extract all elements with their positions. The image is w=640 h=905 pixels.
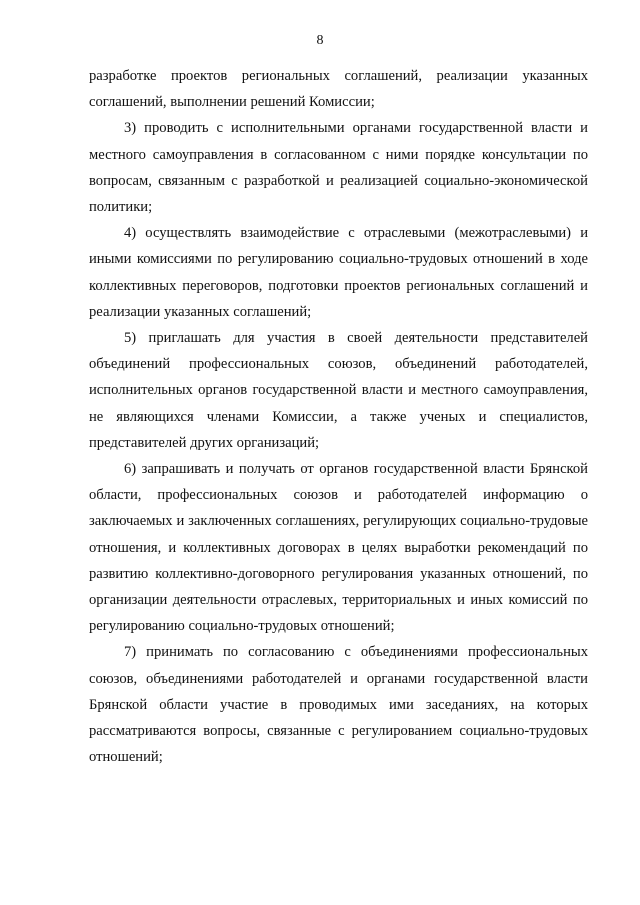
paragraph-item-3: 3) проводить с исполнительными органами государственной власти и местного самоуправления в согласованном с ними порядке консультации по вопросам, связанным с разработкой и реализацией социально-экономической политики; xyxy=(89,120,588,216)
page-number: 8 xyxy=(316,33,324,48)
paragraph-item-6: 6) запрашивать и получать от органов государственной власти Брянской области, профессиональных союзов и работодателей информацию о заключаемых и заключенных соглашениях, регулирующих социально-трудовые отношения, и коллективных договорах в целях выработки рекомендаций по развитию коллективно-договорного регулирования указанных отношений, по организации деятельности отраслевых, территориальных и иных комиссий по регулированию социально-трудовых отношений; xyxy=(89,461,588,635)
paragraph-item-4: 4) осуществлять взаимодействие с отраслевыми (межотраслевыми) и иными комиссиями по регулированию социально-трудовых отношений в ходе коллективных переговоров, подготовки проектов региональных соглашений и реализации указанных соглашений; xyxy=(89,225,588,320)
paragraph-continuation: разработке проектов региональных соглашений, реализации указанных соглашений, выполнении решений Комиссии; xyxy=(89,68,588,111)
document-body xyxy=(89,63,588,770)
paragraph-item-5: 5) приглашать для участия в своей деятельности представителей объединений профессиональных союзов, объединений работодателей, исполнительных органов государственной власти и местного самоуправления, не являющихся членами Комиссии, а также ученых и специалистов, представителей других организаций; xyxy=(89,330,588,451)
paragraph-item-7: 7) принимать по согласованию с объединениями профессиональных союзов, объединениями работодателей и органами государственной власти Брянской области участие в проводимых ими заседаниях, на которых рассматриваются вопросы, связанные с регулированием социально-трудовых отношений; xyxy=(89,644,588,766)
